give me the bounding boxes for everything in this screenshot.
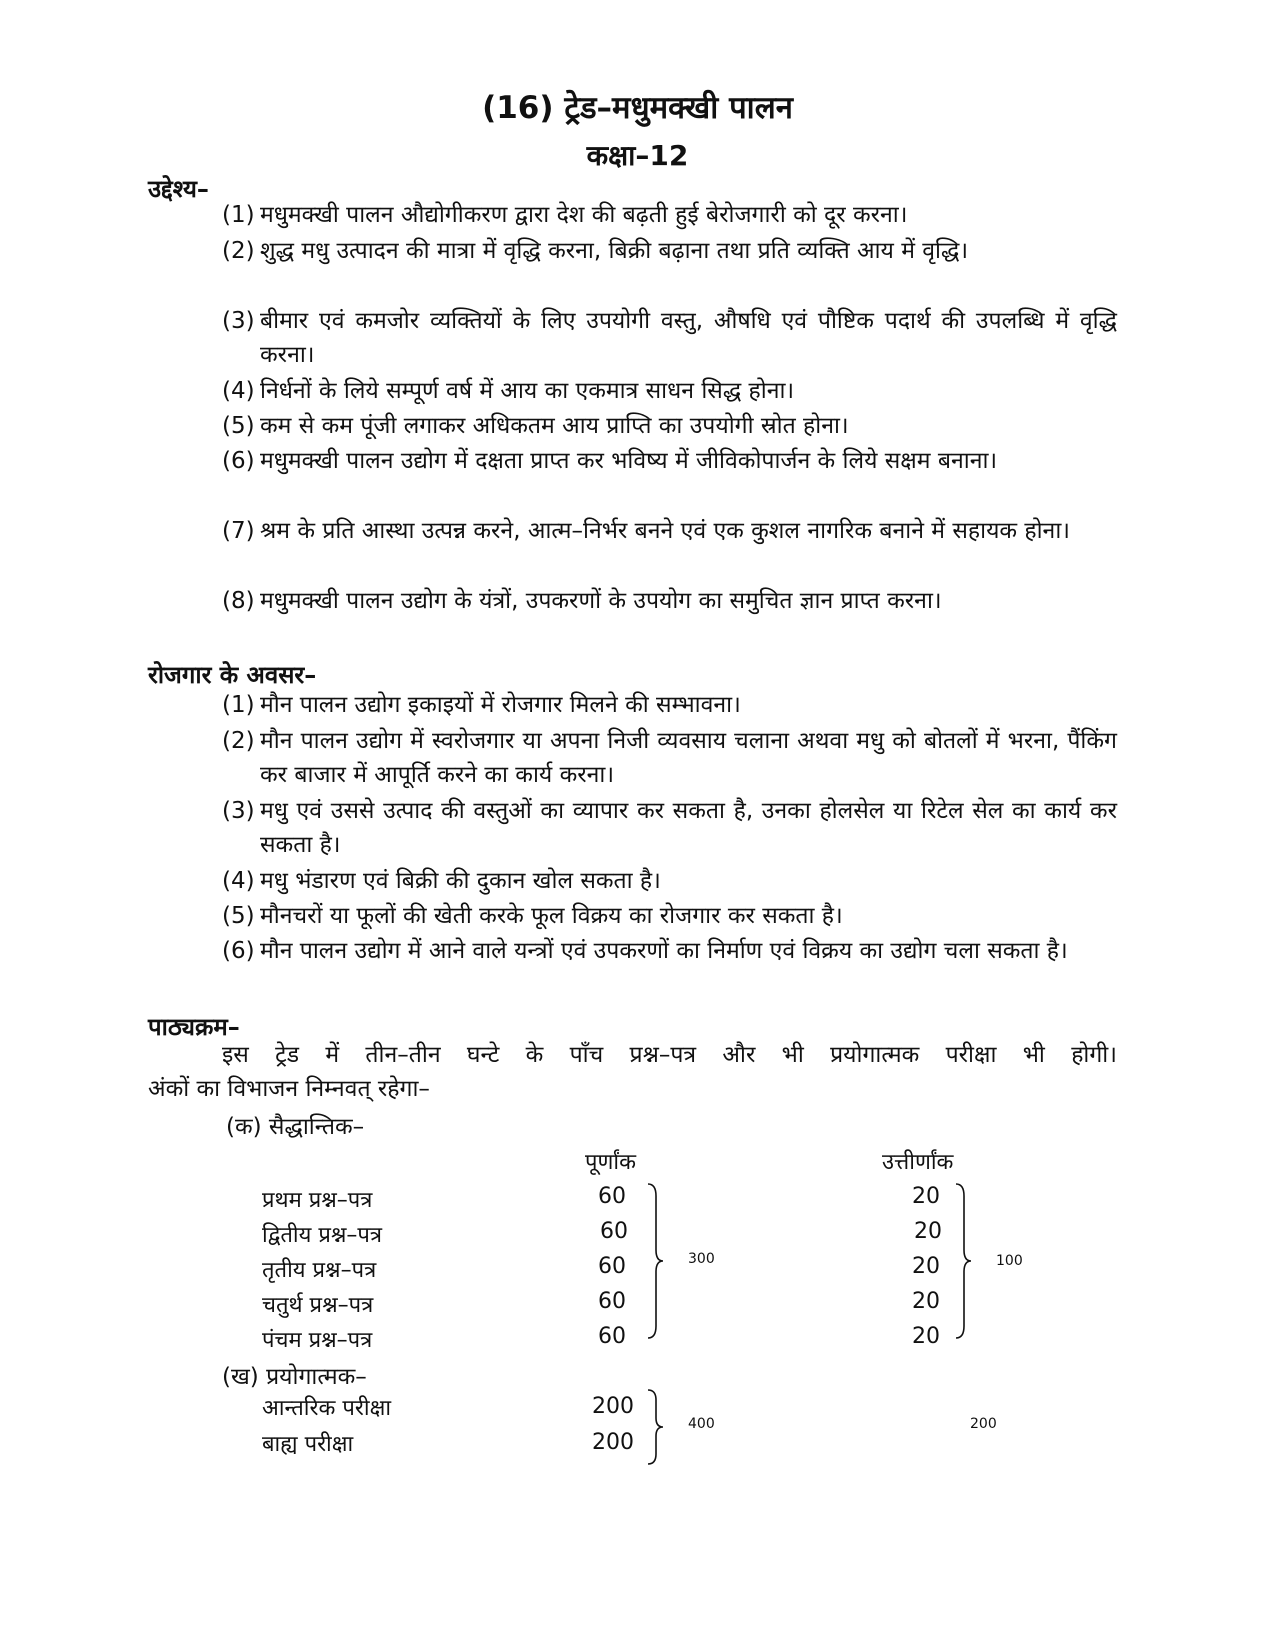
syllabus-intro-line2: अंकों का विभाजन निम्नवत् रहेगा–	[148, 1076, 430, 1102]
employment-item	[222, 794, 1117, 862]
paper-pass-marks: 20	[912, 1254, 940, 1279]
objective-item	[222, 234, 1117, 268]
objective-number: (2)	[222, 238, 255, 264]
objective-item	[222, 304, 1117, 372]
paper-pass-marks: 20	[914, 1219, 942, 1244]
employment-text: मधु एवं उससे उत्पाद की वस्तुओं का व्यापार कर सकता है, उनका होलसेल या रिटेल सेल का कार्य कर सकता है।	[260, 798, 1117, 858]
employment-item	[222, 864, 1117, 898]
full-marks-brace	[646, 1182, 666, 1340]
practical-full-marks: 200	[592, 1430, 634, 1455]
employment-number: (5)	[222, 903, 255, 929]
paper-name: चतुर्थ प्रश्न–पत्र	[262, 1293, 374, 1318]
objective-item	[222, 514, 1117, 548]
theory-full-total: 300	[688, 1251, 715, 1267]
objective-number: (7)	[222, 518, 255, 544]
objective-number: (5)	[222, 413, 255, 439]
paper-pass-marks: 20	[912, 1324, 940, 1349]
objective-text: बीमार एवं कमजोर व्यक्तियों के लिए उपयोगी वस्तु, औषधि एवं पौष्टिक पदार्थ की उपलब्धि में वृद्धि करना।	[260, 308, 1117, 368]
paper-name: पंचम प्रश्न–पत्र	[262, 1328, 373, 1353]
employment-item	[222, 899, 1117, 933]
paper-name: द्वितीय प्रश्न–पत्र	[262, 1223, 383, 1248]
employment-item	[222, 724, 1117, 792]
employment-number: (2)	[222, 728, 255, 754]
employment-number: (1)	[222, 692, 255, 718]
paper-pass-marks: 20	[912, 1184, 940, 1209]
objective-text: निर्धनों के लिये सम्पूर्ण वर्ष में आय का एकमात्र साधन सिद्ध होना।	[260, 378, 795, 404]
employment-number: (6)	[222, 938, 255, 964]
practical-pass-total: 200	[970, 1416, 997, 1432]
employment-text: मौन पालन उद्योग इकाइयों में रोजगार मिलने की सम्भावना।	[260, 692, 741, 718]
paper-name: तृतीय प्रश्न–पत्र	[262, 1258, 377, 1283]
employment-item	[222, 934, 1117, 968]
employment-item	[222, 688, 1117, 722]
practical-brace	[646, 1388, 666, 1466]
objective-number: (8)	[222, 588, 255, 614]
employment-text: मौनचरों या फूलों की खेती करके फूल विक्रय का रोजगार कर सकता है।	[260, 903, 843, 929]
practical-name: आन्तरिक परीक्षा	[262, 1396, 392, 1421]
objective-item	[222, 444, 1117, 478]
paper-full-marks: 60	[600, 1219, 628, 1244]
objective-item	[222, 374, 1117, 408]
objective-number: (1)	[222, 202, 255, 228]
objective-item	[222, 409, 1117, 443]
objective-text: मधुमक्खी पालन औद्योगीकरण द्वारा देश की बढ़ती हुई बेरोजगारी को दूर करना।	[260, 202, 908, 228]
objective-item	[222, 584, 1117, 618]
theory-label: (क) सैद्धान्तिक–	[226, 1114, 365, 1140]
paper-full-marks: 60	[598, 1184, 626, 1209]
objective-text: शुद्ध मधु उत्पादन की मात्रा में वृद्धि करना, बिक्री बढ़ाना तथा प्रति व्यक्ति आय में वृद्धि।	[260, 238, 969, 264]
paper-name: प्रथम प्रश्न–पत्र	[262, 1188, 373, 1213]
practical-full-marks: 200	[592, 1394, 634, 1419]
practical-full-total: 400	[688, 1416, 715, 1432]
employment-number: (3)	[222, 798, 255, 824]
paper-full-marks: 60	[598, 1254, 626, 1279]
pass-marks-brace	[954, 1182, 974, 1340]
theory-pass-total: 100	[996, 1253, 1023, 1269]
objective-text: मधुमक्खी पालन उद्योग में दक्षता प्राप्त कर भविष्य में जीविकोपार्जन के लिये सक्षम बनाना।	[260, 448, 998, 474]
objective-text: कम से कम पूंजी लगाकर अधिकतम आय प्राप्ति का उपयोगी स्रोत होना।	[260, 413, 849, 439]
syllabus-heading: पाठ्यक्रम–	[148, 1013, 240, 1041]
page-title: (16) ट्रेड–मधुमक्खी पालन	[482, 90, 793, 126]
practical-name: बाह्य परीक्षा	[262, 1432, 354, 1457]
objective-number: (6)	[222, 448, 255, 474]
employment-text: मधु भंडारण एवं बिक्री की दुकान खोल सकता है।	[260, 868, 661, 894]
employment-text: मौन पालन उद्योग में स्वरोजगार या अपना निजी व्यवसाय चलाना अथवा मधु को बोतलों में भरना, पैंकिंग कर बाजार में आपूर्ति करने का कार्य करना।	[260, 728, 1117, 788]
objective-text: मधुमक्खी पालन उद्योग के यंत्रों, उपकरणों के उपयोग का समुचित ज्ञान प्राप्त करना।	[260, 588, 942, 614]
employment-text: मौन पालन उद्योग में आने वाले यन्त्रों एवं उपकरणों का निर्माण एवं विक्रय का उद्योग चला सकता है।	[260, 938, 1068, 964]
paper-full-marks: 60	[598, 1289, 626, 1314]
objective-text: श्रम के प्रति आस्था उत्पन्न करने, आत्म–निर्भर बनने एवं एक कुशल नागरिक बनाने में सहायक होना।	[260, 518, 1070, 544]
employment-number: (4)	[222, 868, 255, 894]
pass-marks-header: उत्तीर्णांक	[882, 1150, 954, 1175]
class-subtitle: कक्षा–12	[586, 139, 689, 172]
practical-label: (ख) प्रयोगात्मक–	[222, 1364, 367, 1390]
objective-item	[222, 198, 1117, 232]
paper-full-marks: 60	[598, 1324, 626, 1349]
paper-pass-marks: 20	[912, 1289, 940, 1314]
employment-heading: रोजगार के अवसर–	[148, 661, 317, 689]
objective-number: (3)	[222, 308, 255, 334]
syllabus-intro-line1: इस ट्रेड में तीन–तीन घन्टे के पाँच प्रश्न–पत्र और भी प्रयोगात्मक परीक्षा भी होगी।	[222, 1042, 1117, 1068]
full-marks-header: पूर्णांक	[585, 1150, 636, 1175]
objectives-heading: उद्देश्य–	[148, 175, 209, 203]
objective-number: (4)	[222, 378, 255, 404]
